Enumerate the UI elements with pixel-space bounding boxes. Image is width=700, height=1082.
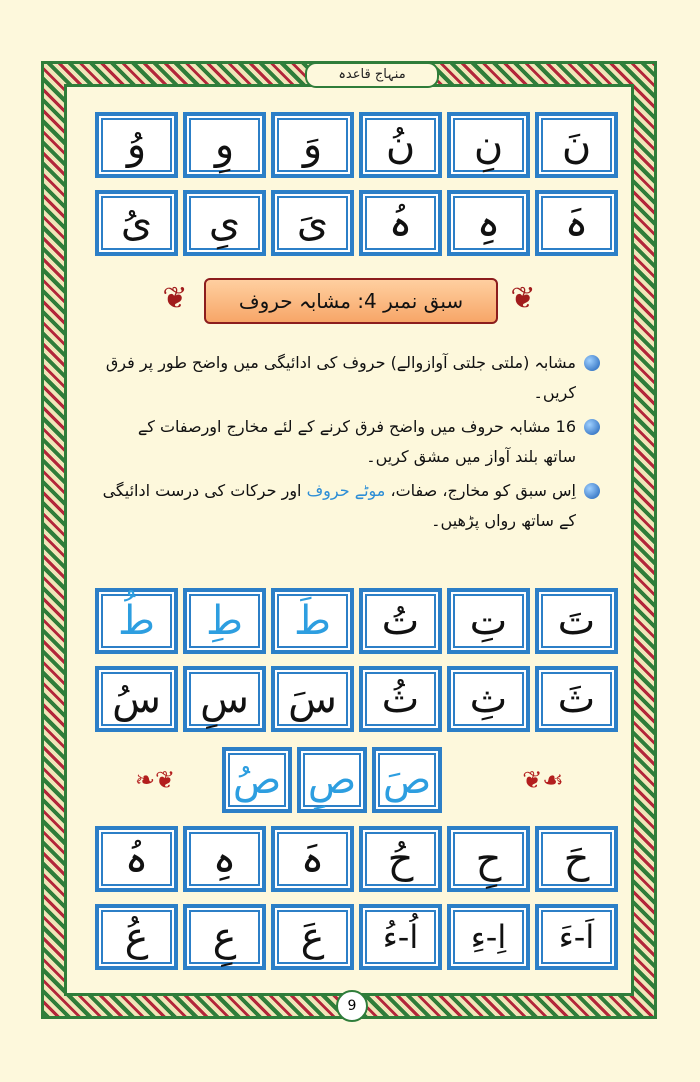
bullet-icon [584, 419, 600, 435]
letter-cell: تُ [359, 588, 442, 654]
bottom-row-2 [95, 904, 618, 970]
letter-cell: اِ-ءِ [447, 904, 530, 970]
letter-cell: صِ [297, 747, 367, 813]
instruction-text [100, 476, 576, 536]
top-row-1 [95, 112, 618, 178]
scroll-ornament-left-icon: ❦ [162, 281, 188, 316]
letter-cell: حَ [535, 826, 618, 892]
bottom-row-1 [95, 826, 618, 892]
letter-cell: طُ [95, 588, 178, 654]
middle-row-2 [95, 666, 618, 732]
letter-cell: تَ [535, 588, 618, 654]
letter-cell: سَ [271, 666, 354, 732]
top-row-2 [95, 190, 618, 256]
header-label: منہاج قاعدہ [305, 62, 439, 88]
letter-cell: حِ [447, 826, 530, 892]
scroll-ornament-right-icon: ❦ [510, 281, 536, 316]
lesson-title-banner [204, 278, 498, 324]
letter-cell: یِ [183, 190, 266, 256]
instruction-text: 16 مشابہ حروف میں واضح فرق کرنے کے لئے مخارج اورصفات کے ساتھ بلند آواز میں مشق کریں۔ [137, 417, 576, 466]
letter-cell: نَ [535, 112, 618, 178]
letter-cell: یُ [95, 190, 178, 256]
instruction-text-part: اور حرکات کی درست ادائیگی کے ساتھ رواں پڑھیں۔ [102, 481, 576, 530]
letter-cell: طَ [271, 588, 354, 654]
bullet-icon [584, 483, 600, 499]
letter-cell: ثَ [535, 666, 618, 732]
instruction-item [100, 412, 600, 472]
lesson-title: سبق نمبر 4: مشابہ حروف [238, 289, 464, 313]
letter-cell: عُ [95, 904, 178, 970]
letter-cell: نُ [359, 112, 442, 178]
letter-cell: ثِ [447, 666, 530, 732]
letter-cell: طِ [183, 588, 266, 654]
instructions-list [100, 348, 600, 540]
letter-cell: ہَ [271, 826, 354, 892]
instruction-text: مشابہ (ملتی جلتی آوازوالے) حروف کی ادائیگی میں واضح طور پر فرق کریں۔ [105, 353, 576, 402]
letter-cell: ہُ [95, 826, 178, 892]
letter-cell: اُ-ءُ [359, 904, 442, 970]
letter-cell: ہَ [535, 190, 618, 256]
bullet-icon [584, 355, 600, 371]
letter-cell: اَ-ءَ [535, 904, 618, 970]
letter-cell: ہِ [447, 190, 530, 256]
letter-cell: عَ [271, 904, 354, 970]
instruction-text-part: اِس سبق کو مخارج، صفات، [385, 481, 576, 500]
letter-cell: وَ [271, 112, 354, 178]
highlight-text: موٹے حروف [306, 481, 386, 500]
letter-cell: صَ [372, 747, 442, 813]
letter-cell: سِ [183, 666, 266, 732]
sad-row [222, 747, 442, 813]
letter-cell: ہُ [359, 190, 442, 256]
letter-cell: سُ [95, 666, 178, 732]
instruction-item [100, 476, 600, 536]
page-number: 9 [336, 990, 368, 1022]
letter-cell: وِ [183, 112, 266, 178]
floral-ornament-left-icon: ❧❦ [134, 766, 176, 794]
letter-cell: وُ [95, 112, 178, 178]
middle-row-1 [95, 588, 618, 654]
letter-cell: ہِ [183, 826, 266, 892]
letter-cell: یَ [271, 190, 354, 256]
letter-cell: تِ [447, 588, 530, 654]
letter-cell: ثُ [359, 666, 442, 732]
floral-ornament-right-icon: ❦☙ [522, 766, 564, 794]
letter-cell: صُ [222, 747, 292, 813]
instruction-item [100, 348, 600, 408]
letter-cell: عِ [183, 904, 266, 970]
letter-cell: حُ [359, 826, 442, 892]
letter-cell: نِ [447, 112, 530, 178]
